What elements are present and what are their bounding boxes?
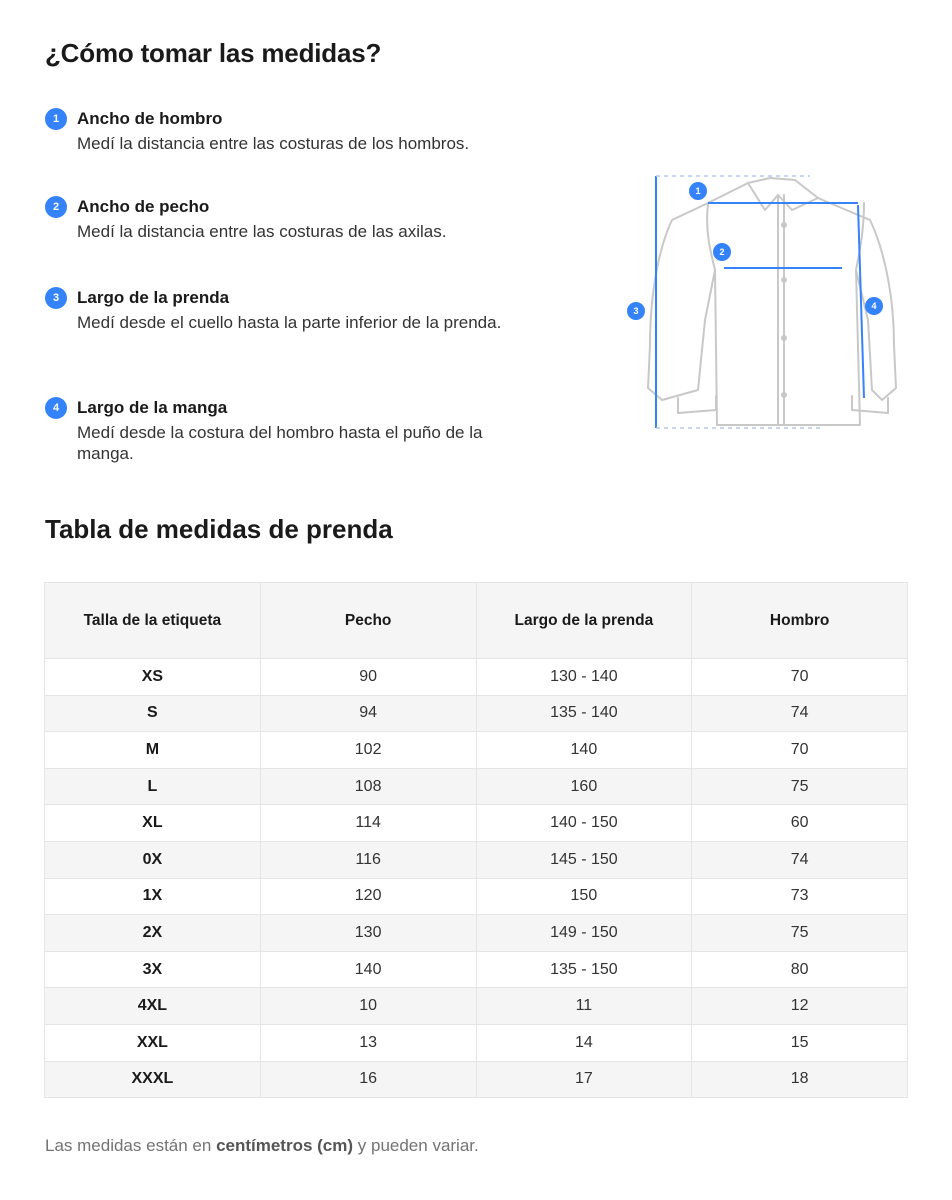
length-cell: 135 - 150 <box>476 951 692 988</box>
table-row <box>45 951 908 988</box>
svg-text:1: 1 <box>695 186 701 196</box>
shoulder-cell: 12 <box>692 988 908 1025</box>
step-description: Medí desde la costura del hombro hasta el puño de la manga. <box>77 423 483 463</box>
size-cell: 2X <box>45 915 261 952</box>
table-row <box>45 841 908 878</box>
size-cell: 3X <box>45 951 261 988</box>
step-number-badge: 1 <box>45 108 67 130</box>
column-header-size: Talla de la etiqueta <box>45 583 261 659</box>
marker-1-icon <box>689 182 707 200</box>
marker-2-icon <box>713 243 731 261</box>
shoulder-cell: 75 <box>692 768 908 805</box>
shirt-diagram-svg <box>620 170 905 435</box>
column-header-length: Largo de la prenda <box>476 583 692 659</box>
svg-text:3: 3 <box>633 306 639 316</box>
size-cell: M <box>45 732 261 769</box>
table-row <box>45 915 908 952</box>
step-description: Medí la distancia entre las costuras de los hombros. <box>77 134 470 153</box>
svg-text:4: 4 <box>871 301 877 311</box>
chest-cell: 130 <box>260 915 476 952</box>
marker-4-icon <box>865 297 883 315</box>
chest-cell: 94 <box>260 695 476 732</box>
chest-cell: 102 <box>260 732 476 769</box>
measurement-footnote <box>45 1136 479 1156</box>
shoulder-cell: 73 <box>692 878 908 915</box>
length-cell: 17 <box>476 1061 692 1098</box>
length-cell: 135 - 140 <box>476 695 692 732</box>
shoulder-cell: 60 <box>692 805 908 842</box>
table-row <box>45 768 908 805</box>
chest-cell: 13 <box>260 1024 476 1061</box>
step-title: Ancho de pecho <box>77 197 210 216</box>
shoulder-cell: 74 <box>692 695 908 732</box>
table-row <box>45 732 908 769</box>
length-cell: 140 - 150 <box>476 805 692 842</box>
length-cell: 11 <box>476 988 692 1025</box>
svg-text:2: 2 <box>719 247 725 257</box>
table-row <box>45 1061 908 1098</box>
size-cell: XL <box>45 805 261 842</box>
shoulder-cell: 70 <box>692 659 908 696</box>
size-cell: XXXL <box>45 1061 261 1098</box>
chest-cell: 114 <box>260 805 476 842</box>
step-title: Ancho de hombro <box>77 109 223 128</box>
table-header-row <box>45 583 908 659</box>
table-row <box>45 695 908 732</box>
footnote-unit: centímetros (cm) <box>216 1136 354 1155</box>
length-cell: 145 - 150 <box>476 841 692 878</box>
footnote-suffix: y pueden variar. <box>353 1136 479 1155</box>
size-cell: L <box>45 768 261 805</box>
length-cell: 14 <box>476 1024 692 1061</box>
size-table <box>44 582 908 1098</box>
table-row <box>45 1024 908 1061</box>
length-cell: 149 - 150 <box>476 915 692 952</box>
length-cell: 140 <box>476 732 692 769</box>
length-cell: 150 <box>476 878 692 915</box>
size-cell: XS <box>45 659 261 696</box>
step-number-badge: 2 <box>45 196 67 218</box>
chest-cell: 16 <box>260 1061 476 1098</box>
size-cell: S <box>45 695 261 732</box>
size-cell: 0X <box>45 841 261 878</box>
step-number-badge: 3 <box>45 287 67 309</box>
step-number-badge: 4 <box>45 397 67 419</box>
chest-cell: 120 <box>260 878 476 915</box>
shoulder-cell: 74 <box>692 841 908 878</box>
chest-cell: 10 <box>260 988 476 1025</box>
chest-cell: 108 <box>260 768 476 805</box>
step-title: Largo de la manga <box>77 398 228 417</box>
table-row <box>45 805 908 842</box>
length-cell: 130 - 140 <box>476 659 692 696</box>
shoulder-cell: 18 <box>692 1061 908 1098</box>
shoulder-cell: 15 <box>692 1024 908 1061</box>
size-cell: XXL <box>45 1024 261 1061</box>
shoulder-cell: 75 <box>692 915 908 952</box>
shirt-measurement-diagram <box>620 170 905 435</box>
chest-cell: 116 <box>260 841 476 878</box>
table-row <box>45 878 908 915</box>
shoulder-cell: 80 <box>692 951 908 988</box>
step-title: Largo de la prenda <box>77 288 230 307</box>
size-table-title: Tabla de medidas de prenda <box>45 514 393 544</box>
chest-cell: 90 <box>260 659 476 696</box>
size-cell: 4XL <box>45 988 261 1025</box>
table-row <box>45 988 908 1025</box>
column-header-shoulder: Hombro <box>692 583 908 659</box>
size-cell: 1X <box>45 878 261 915</box>
chest-cell: 140 <box>260 951 476 988</box>
page-title: ¿Cómo tomar las medidas? <box>45 38 382 68</box>
column-header-chest: Pecho <box>260 583 476 659</box>
shoulder-cell: 70 <box>692 732 908 769</box>
table-row <box>45 659 908 696</box>
step-description: Medí desde el cuello hasta la parte inferior de la prenda. <box>77 313 502 332</box>
footnote-prefix: Las medidas están en <box>45 1136 217 1155</box>
marker-3-icon <box>627 302 645 320</box>
step-description: Medí la distancia entre las costuras de las axilas. <box>77 222 447 241</box>
length-cell: 160 <box>476 768 692 805</box>
